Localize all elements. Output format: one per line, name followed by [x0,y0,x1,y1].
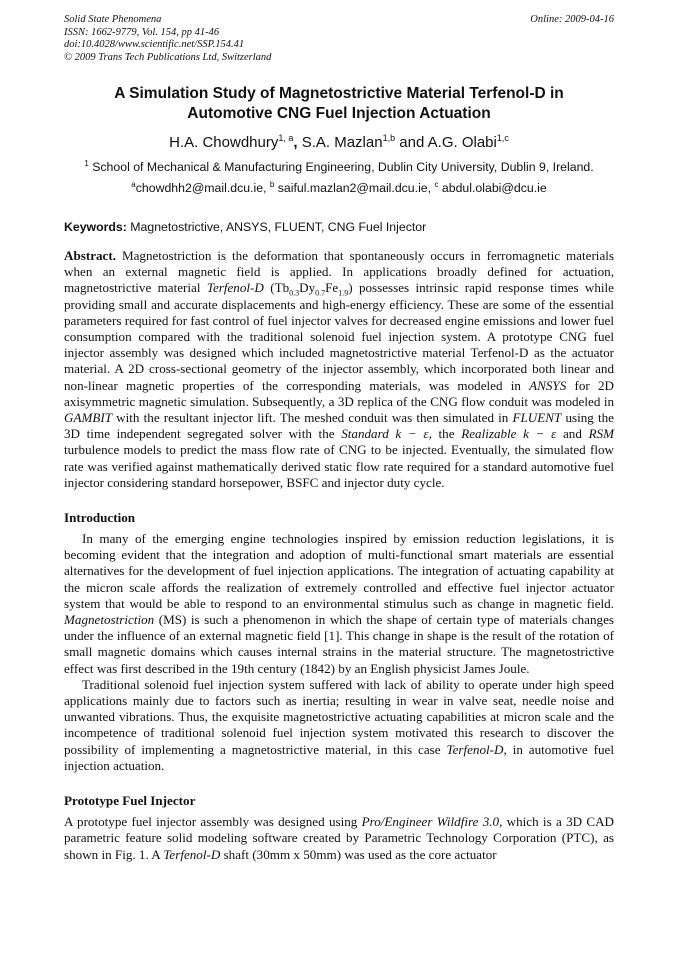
abstract-text: with the resultant injector lift. The meshed conduit was then simulated in [112,410,513,426]
author-superscript: 1,b [382,133,396,143]
affiliation-text: School of Mechanical & Manufacturing Engineering, Dublin City University, Dublin 9, Ireland. [88,160,594,174]
email-superscript: c [434,179,439,189]
author-name: H.A. Chowdhury [169,134,279,151]
body-text: A prototype fuel injector assembly was designed using [64,814,362,830]
body-text: In many of the emerging engine technologies inspired by emission reduction legislations, it is becoming evident that the integration and adoption of multi-functional smart materials are essential alternatives for the development of fuel injection applications. The integration of actuating capability at the micron scale affords the realization of extremely controlled and effective fuel injector actuator system that would be able to respond to an environmental stimulus such as change in magnetic field. [64,531,614,611]
journal-header [64,14,614,64]
abstract-text: turbulence models to predict the mass flow rate of CNG to be injected. Eventually, the simulated flow rate was verified against mathematically derived static flow rate required for a standard automotive fuel injector considering standard horsepower, BSFC and injector duty cycle. [64,442,614,490]
abstract-italic: GAMBIT [64,410,113,426]
email-link[interactable]: abdul.olabi@dcu.ie [438,181,547,195]
abstract-italic: Standard k − ε [341,426,429,442]
abstract-paragraph [64,248,614,491]
author-superscript: 1, a [278,133,294,143]
formula-subscript: 0.3 [289,289,300,299]
section-heading-prototype: Prototype Fuel Injector [64,793,196,809]
author-name: S.A. Mazlan [301,134,383,151]
journal-name: Solid State Phenomena [64,14,162,25]
affiliation-superscript: 1 [84,158,89,168]
email-superscript: a [131,179,136,189]
paper-title-line-2: Automotive CNG Fuel Injection Actuation [187,105,491,122]
body-italic: Terfenol-D [446,741,504,757]
formula-subscript: 0.7 [315,289,326,299]
affiliation [64,159,614,175]
author-superscript: 1,c [496,133,509,143]
author-emails [64,180,614,196]
body-text: , in automotive fuel injection actuation. [64,741,615,773]
introduction-paragraph-1 [64,531,614,677]
journal-issn: ISSN: 1662-9779, Vol. 154, pp 41-46 [64,26,220,38]
abstract-label: Abstract. [64,248,116,263]
abstract-text: using the 3D time independent segregated solver with the [64,410,614,442]
body-italic: Terfenol-D [163,846,221,862]
keywords-text: Magnetostrictive, ANSYS, FLUENT, CNG Fuel Injector [126,220,427,234]
abstract-text: ) possesses intrinsic rapid response times while providing small and accurate displacements and high-energy efficiency. These are some of the essential parameters required for fast control of fuel injector valves for decreased engine emissions and lower fuel consumption compared with the traditional solenoid fuel injection system. A prototype CNG fuel injector assembly was designed which included magnetostrictive material Terfenol-D as the actuator material. A 2D cross-sectional geometry of the injector assembly, which incorporated both linear and non-linear magnetic properties of the corresponding materials, was modeled in [64,280,614,393]
email-link[interactable]: saiful.mazlan2@mail.dcu.ie, [274,181,435,195]
abstract-text: , the [428,426,462,442]
abstract-italic: Realizable k − ε [461,426,557,442]
body-italic: Pro/Engineer Wildfire 3.0 [361,814,500,830]
prototype-paragraph [64,814,614,863]
email-link[interactable]: chowdhh2@mail.dcu.ie, [135,181,270,195]
abstract-text: for 2D axisymmetric magnetic simulation. Subsequently, a 3D replica of the CNG flow conduit was modeled in [64,377,614,409]
journal-copyright: © 2009 Trans Tech Publications Ltd, Switzerland [64,51,272,63]
author-list: H.A. Chowdhury$^{1, a}$, S.A. Mazlan$^{1,b}$ and A.G. Olabi$^{1,c}$ [169,133,509,151]
formula-text: Fe [325,280,339,296]
formula-text: Dy [299,280,316,296]
formula-subscript: 1.9 [338,289,349,299]
author-name: A.G. Olabi [427,134,497,151]
abstract-italic: ANSYS [529,377,567,393]
body-text: , which is a 3D CAD parametric feature solid modeling software created by Parametric Technology Corporation (PTC), as shown in Fig. 1. A [64,814,615,862]
section-heading-introduction: Introduction [64,510,136,526]
paper-title [64,84,614,124]
author-conjunction: and [395,134,428,151]
formula-text: (Tb [263,280,290,296]
introduction-paragraph-2 [64,677,614,774]
email-superscript: b [269,179,275,189]
keywords-label: Keywords: [64,220,127,234]
keywords [64,219,614,235]
body-text: shaft (30mm x 50mm) was used as the core actuator [220,846,497,862]
paper-title-line-1: A Simulation Study of Magnetostrictive Material Terfenol-D in [114,85,564,102]
body-text: (MS) is such a phenomenon in which the shape of certain type of materials changes under the influence of an external magnetic field [1]. This change in shape is the result of the rotation of small magnetic domains which causes internal strains in the material structure. The magnetostrictive effect was first described in the 19th century (1842) by an English physicist James Joule. [64,612,614,676]
body-italic: Magnetostriction [64,612,155,628]
abstract-italic: FLUENT [512,410,562,426]
body-text: Traditional solenoid fuel injection system suffered with lack of ability to operate under high speed applications mainly due to factors such as inertia; resulting in wear in valve seat, needle noise and unwanted vibrations. Thus, the exquisite magnetostrictive actuating capabilities at micron scale and the incompetence of traditional solenoid fuel injection system motivated this research to discover the possibility of implementing a magnetostrictive material, in this case [64,676,614,757]
abstract-text: and [556,426,589,442]
abstract-italic: RSM [588,426,615,442]
abstract-italic: Terfenol-D [206,280,264,296]
abstract-text: Magnetostriction is the deformation that spontaneously occurs in ferromagnetic materials when an external magnetic field is applied. In applications broadly defined for actuation, magnetostrictive material [64,248,614,296]
journal-doi: doi:10.4028/www.scientific.net/SSP.154.41 [64,39,245,50]
online-date: Online: 2009-04-16 [530,14,614,25]
